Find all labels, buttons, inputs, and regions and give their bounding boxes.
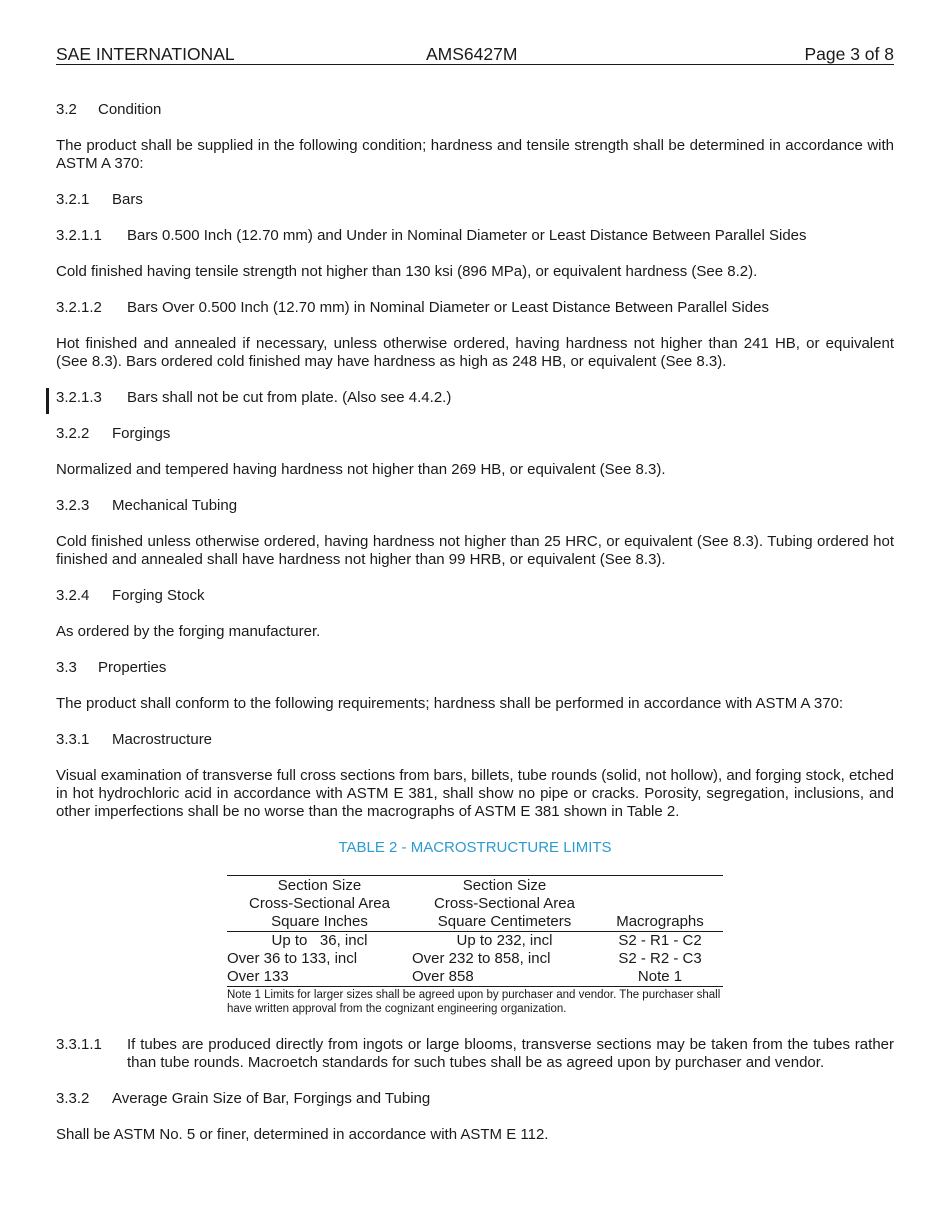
paragraph-3-3: The product shall conform to the following requirements; hardness shall be performed in accordance with ASTM A 370: bbox=[56, 695, 844, 712]
revision-change-bar bbox=[46, 388, 49, 414]
header-cell: Macrographs bbox=[597, 913, 723, 932]
heading-3-3-2: 3.3.2 Average Grain Size of Bar, Forgings and Tubing bbox=[56, 1090, 431, 1107]
heading-3-2-1: 3.2.1 Bars bbox=[56, 191, 143, 208]
header-cell: Square Inches bbox=[227, 913, 412, 932]
paragraph-3-2-2: Normalized and tempered having hardness not higher than 269 HB, or equivalent (See 8.3). bbox=[56, 461, 666, 478]
table-cell: Over 133 bbox=[227, 968, 412, 987]
table-cell: Over 858 bbox=[412, 968, 597, 987]
document-id: AMS6427M bbox=[426, 44, 518, 64]
header-cell: Cross-Sectional Area bbox=[249, 895, 390, 912]
paragraph-3-3-1: Visual examination of transverse full cross sections from bars, billets, tube rounds (solid, not hollow), and forging stock, etched in hot hydrochloric acid in accordance with ASTM E 381, shall show no pipe or cracks. Porosity, segregation, inclusions, and other imperfections shall be no worse than the macrographs of ASTM E 381 shown in Table 2. bbox=[56, 767, 894, 820]
header-cell: Square Centimeters bbox=[412, 913, 597, 932]
heading-3-3-1: 3.3.1 Macrostructure bbox=[56, 731, 213, 748]
heading-3-2-1-2: 3.2.1.2 Bars Over 0.500 Inch (12.70 mm) in Nominal Diameter or Least Distance Between Parallel Sides bbox=[56, 299, 769, 316]
table-cell: S2 - R2 - C3 bbox=[618, 950, 702, 967]
table-row bbox=[227, 968, 723, 987]
header-cell: Section Size bbox=[412, 876, 597, 896]
heading-3-2-1-3: 3.2.1.3 Bars shall not be cut from plate. (Also see 4.4.2.) bbox=[56, 389, 452, 406]
page-number: Page 3 of 8 bbox=[804, 44, 894, 64]
table-cell: Over 36 to 133, incl bbox=[227, 950, 358, 967]
paragraph-text: If tubes are produced directly from ingots or large blooms, transverse sections may be taken from the tubes rather than tube rounds. Macroetch standards for such tubes shall be as agreed upon by purchaser and vendor. bbox=[127, 1036, 894, 1071]
table-note: Note 1 Limits for larger sizes shall be agreed upon by purchaser and vendor. The purchaser shall have written approval from the cognizant engineering organization. bbox=[227, 989, 721, 1015]
paragraph-3-2-3: Cold finished unless otherwise ordered, having hardness not higher than 25 HRC, or equivalent (See 8.3). Tubing ordered hot finished and annealed shall have hardness not higher than 99 HRB, or equivalent (See 8.3). bbox=[56, 533, 894, 568]
paragraph-3-2-1-2: Hot finished and annealed if necessary, unless otherwise ordered, having hardness not higher than 241 HB, or equivalent (See 8.3). Bars ordered cold finished may have hardness as high as 248 HB, or equivalent (See 8.3). bbox=[56, 335, 894, 370]
heading-3-2-4: 3.2.4 Forging Stock bbox=[56, 587, 205, 604]
heading-3-2: 3.2 Condition bbox=[56, 101, 162, 118]
heading-3-2-2: 3.2.2 Forgings bbox=[56, 425, 171, 442]
heading-3-3: 3.3 Properties bbox=[56, 659, 167, 676]
table-cell: Up to 232, incl bbox=[456, 932, 553, 949]
paragraph-3-2: The product shall be supplied in the following condition; hardness and tensile strength shall be determined in accordance with ASTM A 370: bbox=[56, 137, 894, 172]
header-cell: Cross-Sectional Area bbox=[434, 895, 575, 912]
page-header bbox=[56, 44, 894, 65]
table-cell: Up to 36, incl bbox=[271, 932, 368, 949]
table-cell: S2 - R1 - C2 bbox=[618, 932, 702, 949]
header-cell bbox=[597, 876, 723, 896]
paragraph-3-3-1-1 bbox=[56, 1036, 894, 1072]
paragraph-3-2-4: As ordered by the forging manufacturer. bbox=[56, 623, 321, 640]
table-cell: Note 1 bbox=[597, 968, 723, 987]
paragraph-3-3-2: Shall be ASTM No. 5 or finer, determined in accordance with ASTM E 112. bbox=[56, 1126, 549, 1143]
header-cell: Section Size bbox=[227, 876, 412, 896]
table-row bbox=[227, 950, 723, 968]
table-header-row bbox=[227, 913, 723, 932]
heading-3-2-3: 3.2.3 Mechanical Tubing bbox=[56, 497, 238, 514]
table-cell: Over 232 to 858, incl bbox=[412, 950, 551, 967]
table-note-row bbox=[227, 987, 723, 1017]
document-body bbox=[56, 101, 894, 1144]
header-cell bbox=[597, 895, 723, 913]
heading-3-2-1-1: 3.2.1.1 Bars 0.500 Inch (12.70 mm) and Under in Nominal Diameter or Least Distance Between Parallel Sides bbox=[56, 227, 807, 244]
macrostructure-limits-table bbox=[227, 875, 723, 1016]
table-header-row bbox=[227, 876, 723, 896]
paragraph-number: 3.3.1.1 bbox=[56, 1036, 102, 1053]
table-2-title: TABLE 2 - MACROSTRUCTURE LIMITS bbox=[338, 839, 612, 856]
organization-name: SAE INTERNATIONAL bbox=[56, 44, 235, 64]
paragraph-3-2-1-1: Cold finished having tensile strength not higher than 130 ksi (896 MPa), or equivalent hardness (See 8.2). bbox=[56, 263, 758, 280]
table-header-row bbox=[227, 895, 723, 913]
table-row bbox=[227, 932, 723, 951]
